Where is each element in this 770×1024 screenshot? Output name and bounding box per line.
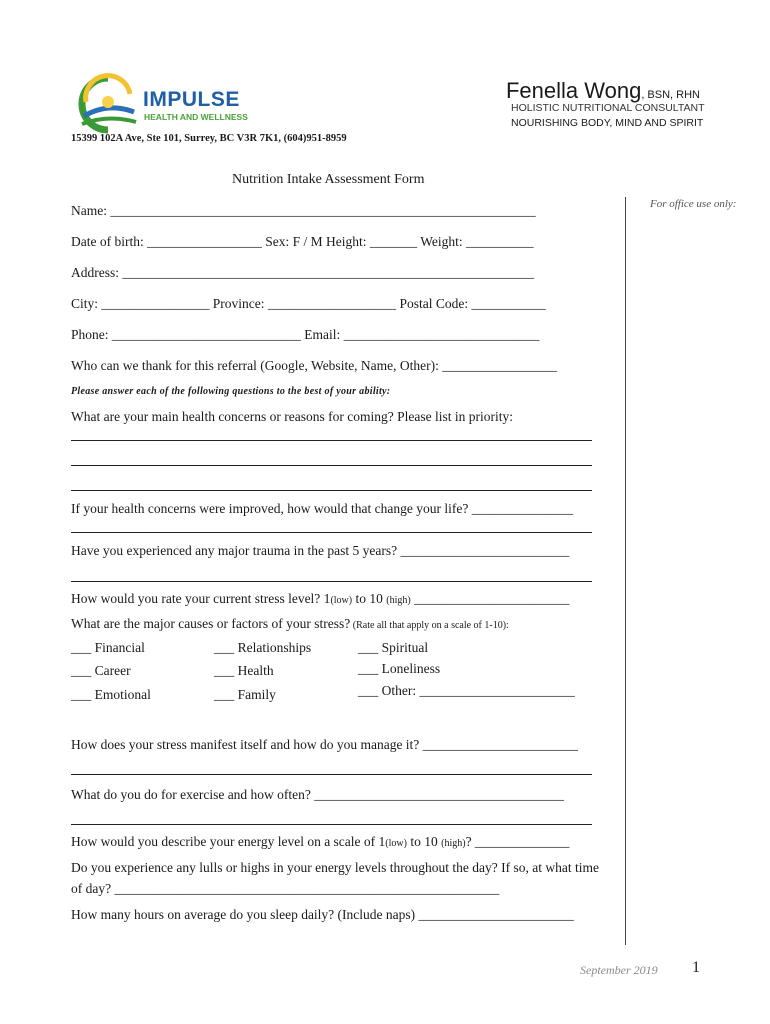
- consultant-credentials: , BSN, RHN: [641, 89, 700, 101]
- factor-health[interactable]: ___ Health: [214, 663, 274, 678]
- energy-high-label: (high): [441, 838, 466, 849]
- phone-email-field[interactable]: Phone: ____________________________ Email: _____________________________: [71, 327, 540, 342]
- factor-emotional[interactable]: ___ Emotional: [71, 687, 151, 702]
- question-trauma[interactable]: Have you experienced any major trauma in the past 5 years? _________________________: [71, 543, 570, 558]
- stress-answer-blank[interactable]: _______________________: [410, 591, 570, 606]
- office-use-label: For office use only:: [650, 198, 737, 210]
- stress-causes-note: (Rate all that apply on a scale of 1-10):: [350, 620, 509, 631]
- dob-sex-height-weight-field[interactable]: Date of birth: _________________ Sex: F / M Height: _______ Weight: __________: [71, 234, 534, 249]
- answer-line[interactable]: [71, 465, 592, 466]
- energy-text: How would you describe your energy level on a scale of 1: [71, 834, 386, 849]
- name-field[interactable]: Name: _______________________________________________________________: [71, 203, 536, 218]
- stress-causes-text: What are the major causes or factors of your stress?: [71, 616, 351, 631]
- clinic-address: 15399 102A Ave, Ste 101, Surrey, BC V3R 7K1, (604)951-8959: [71, 133, 347, 144]
- question-exercise[interactable]: What do you do for exercise and how often? _____________________________________: [71, 787, 565, 802]
- energy-to-label: to 10: [406, 834, 442, 849]
- consultant-title: HOLISTIC NUTRITIONAL CONSULTANT: [511, 102, 705, 114]
- factor-spiritual[interactable]: ___ Spiritual: [358, 640, 429, 655]
- consultant-tagline: NOURISHING BODY, MIND AND SPIRIT: [511, 117, 704, 129]
- stress-low-label: (low): [330, 595, 353, 606]
- answer-line[interactable]: [71, 490, 592, 491]
- question-health-concerns: What are your main health concerns or reasons for coming? Please list in priority:: [71, 409, 513, 424]
- question-stress-rating[interactable]: [71, 591, 569, 607]
- brand-name: IMPULSE: [143, 88, 240, 111]
- address-field[interactable]: Address: _____________________________________________________________: [71, 265, 535, 280]
- question-improved-life[interactable]: If your health concerns were improved, how would that change your life? _______________: [71, 501, 573, 516]
- form-title: Nutrition Intake Assessment Form: [232, 172, 425, 187]
- referral-field[interactable]: Who can we thank for this referral (Google, Website, Name, Other): _________________: [71, 358, 558, 373]
- question-stress-causes: [71, 616, 509, 632]
- answer-line[interactable]: [71, 774, 592, 775]
- question-energy-lulls: Do you experience any lulls or highs in your energy levels throughout the day? If so, at what time: [71, 860, 599, 875]
- factor-loneliness[interactable]: ___ Loneliness: [358, 661, 441, 676]
- question-stress-manifest[interactable]: How does your stress manifest itself and how do you manage it? _______________________: [71, 737, 578, 752]
- factor-family[interactable]: ___ Family: [214, 687, 276, 702]
- factor-relationships[interactable]: ___ Relationships: [214, 640, 312, 655]
- factor-other[interactable]: ___ Other: _______________________: [358, 683, 575, 698]
- consultant-name: [506, 78, 700, 104]
- stress-rating-text: How would you rate your current stress level? 1: [71, 591, 331, 606]
- answer-line[interactable]: [71, 440, 592, 441]
- energy-low-label: (low): [385, 838, 407, 849]
- answer-line[interactable]: [71, 581, 592, 582]
- stress-to-label: to 10: [352, 591, 387, 606]
- stress-high-label: (high): [386, 595, 411, 606]
- factor-career[interactable]: ___ Career: [71, 663, 131, 678]
- footer-date: September 2019: [580, 963, 658, 977]
- answer-line[interactable]: [71, 824, 592, 825]
- brand-tagline: HEALTH AND WELLNESS: [144, 112, 248, 122]
- city-province-postal-field[interactable]: City: ________________ Province: ___________________ Postal Code: ___________: [71, 296, 546, 311]
- instructions: Please answer each of the following questions to the best of your ability:: [71, 386, 391, 397]
- question-sleep[interactable]: How many hours on average do you sleep daily? (Include naps) _______________________: [71, 907, 574, 922]
- office-use-divider: [625, 197, 626, 945]
- factor-financial[interactable]: ___ Financial: [71, 640, 145, 655]
- question-energy-lulls-time[interactable]: of day? _________________________________________________________: [71, 881, 500, 896]
- energy-answer-blank[interactable]: ? ______________: [465, 834, 570, 849]
- page-number: 1: [692, 959, 700, 976]
- consultant-name-text: Fenella Wong: [505, 78, 642, 103]
- answer-line[interactable]: [71, 532, 592, 533]
- question-energy-level[interactable]: [71, 834, 569, 850]
